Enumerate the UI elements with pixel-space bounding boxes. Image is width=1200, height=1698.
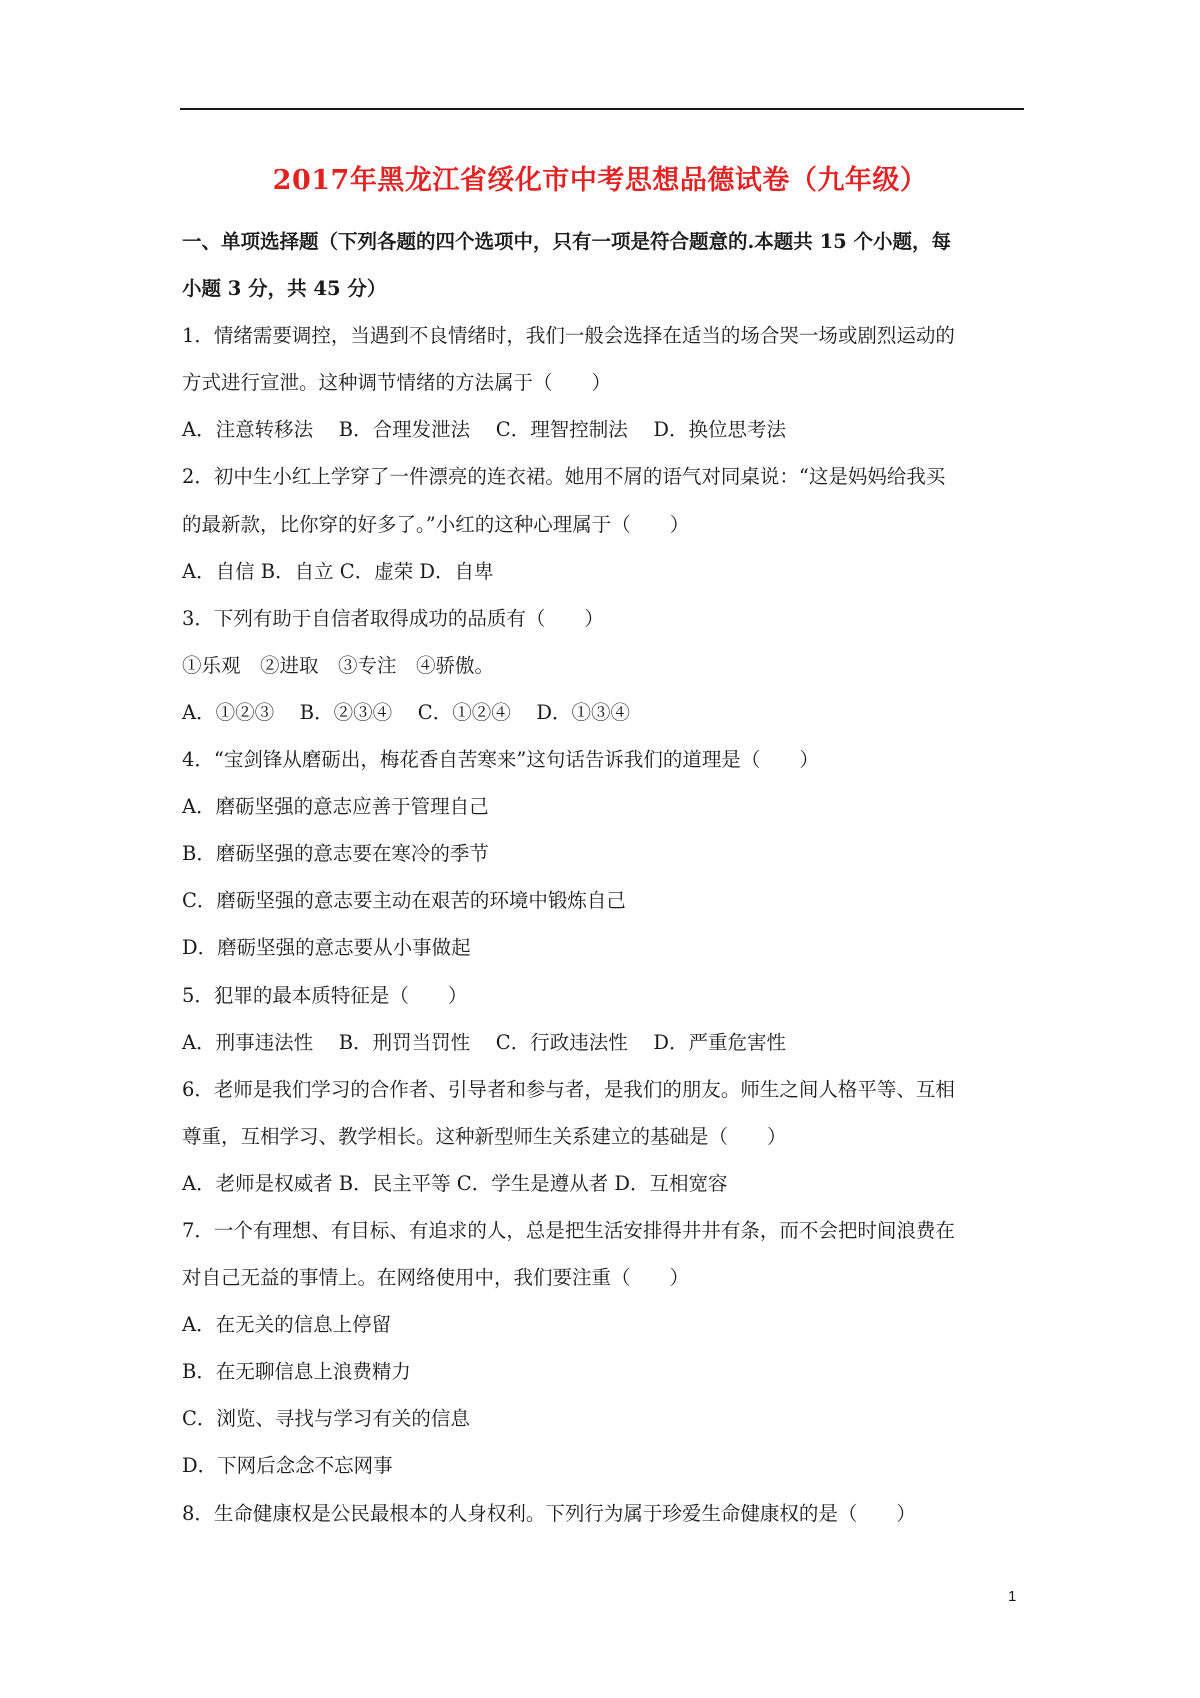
- question-8: [182, 1490, 1026, 1537]
- page-number: 1: [1008, 1588, 1017, 1605]
- question-text: 5．犯罪的最本质特征是（ ）: [182, 983, 468, 1007]
- question-text: 3．下列有助于自信者取得成功的品质有（ ）: [182, 606, 604, 630]
- question-1: [182, 312, 1026, 453]
- option-a: A．磨砺坚强的意志应善于管理自己: [182, 795, 489, 819]
- question-text: 7．一个有理想、有目标、有追求的人，总是把生活安排得井井有条，而不会把时间浪费在: [182, 1218, 955, 1242]
- question-text: 方式进行宣泄。这种调节情绪的方法属于（ ）: [182, 371, 612, 395]
- question-text: 的最新款，比你穿的好多了。”小红的这种心理属于（ ）: [182, 512, 690, 536]
- question-text: 对自己无益的事情上。在网络使用中，我们要注重（ ）: [182, 1266, 690, 1290]
- option-d: D．磨砺坚强的意志要从小事做起: [182, 936, 471, 960]
- question-options: A．注意转移法 B．合理发泄法 C．理智控制法 D．换位思考法: [182, 418, 787, 442]
- option-b: B．磨砺坚强的意志要在寒冷的季节: [182, 842, 489, 866]
- question-options: A．自信 B．自立 C．虚荣 D．自卑: [182, 559, 494, 583]
- option-c: C．磨砺坚强的意志要主动在艰苦的环境中锻炼自己: [182, 889, 626, 913]
- section-heading-line-2: 小题 3 分，共 45 分）: [182, 277, 387, 301]
- question-3: [182, 595, 1026, 736]
- question-text: 2．初中生小红上学穿了一件漂亮的连衣裙。她用不屑的语气对同桌说：“这是妈妈给我买: [182, 465, 946, 489]
- option-d: D．下网后念念不忘网事: [182, 1454, 393, 1478]
- question-2: [182, 453, 1026, 594]
- exam-content: [182, 218, 1026, 1537]
- question-options: A．刑事违法性 B．刑罚当罚性 C．行政违法性 D．严重危害性: [182, 1030, 787, 1054]
- question-text: 尊重，互相学习、教学相长。这种新型师生关系建立的基础是（ ）: [182, 1124, 787, 1148]
- option-a: A．在无关的信息上停留: [182, 1313, 392, 1337]
- question-text: 1．情绪需要调控，当遇到不良情绪时，我们一般会选择在适当的场合哭一场或剧烈运动的: [182, 324, 955, 348]
- question-text: 6．老师是我们学习的合作者、引导者和参与者，是我们的朋友。师生之间人格平等、互相: [182, 1077, 955, 1101]
- question-text: 4．“宝剑锋从磨砺出，梅花香自苦寒来”这句话告诉我们的道理是（ ）: [182, 748, 819, 772]
- option-c: C．浏览、寻找与学习有关的信息: [182, 1407, 470, 1431]
- question-items: ①乐观 ②进取 ③专注 ④骄傲。: [182, 653, 495, 677]
- question-6: [182, 1066, 1026, 1207]
- question-options: A．老师是权威者 B．民主平等 C．学生是遵从者 D．互相宽容: [182, 1171, 728, 1195]
- question-text: 8．生命健康权是公民最根本的人身权利。下列行为属于珍爱生命健康权的是（ ）: [182, 1501, 916, 1525]
- exam-title: 2017年黑龙江省绥化市中考思想品德试卷（九年级）: [272, 165, 928, 196]
- option-b: B．在无聊信息上浪费精力: [182, 1360, 411, 1384]
- question-options: A．①②③ B．②③④ C．①②④ D．①③④: [182, 700, 631, 724]
- question-4: [182, 736, 1026, 971]
- section-heading-line-1: 一、单项选择题（下列各题的四个选项中，只有一项是符合题意的.本题共 15 个小题，每: [182, 230, 952, 253]
- question-7: [182, 1207, 1026, 1490]
- question-5: [182, 972, 1026, 1066]
- header-rule: [180, 108, 1024, 110]
